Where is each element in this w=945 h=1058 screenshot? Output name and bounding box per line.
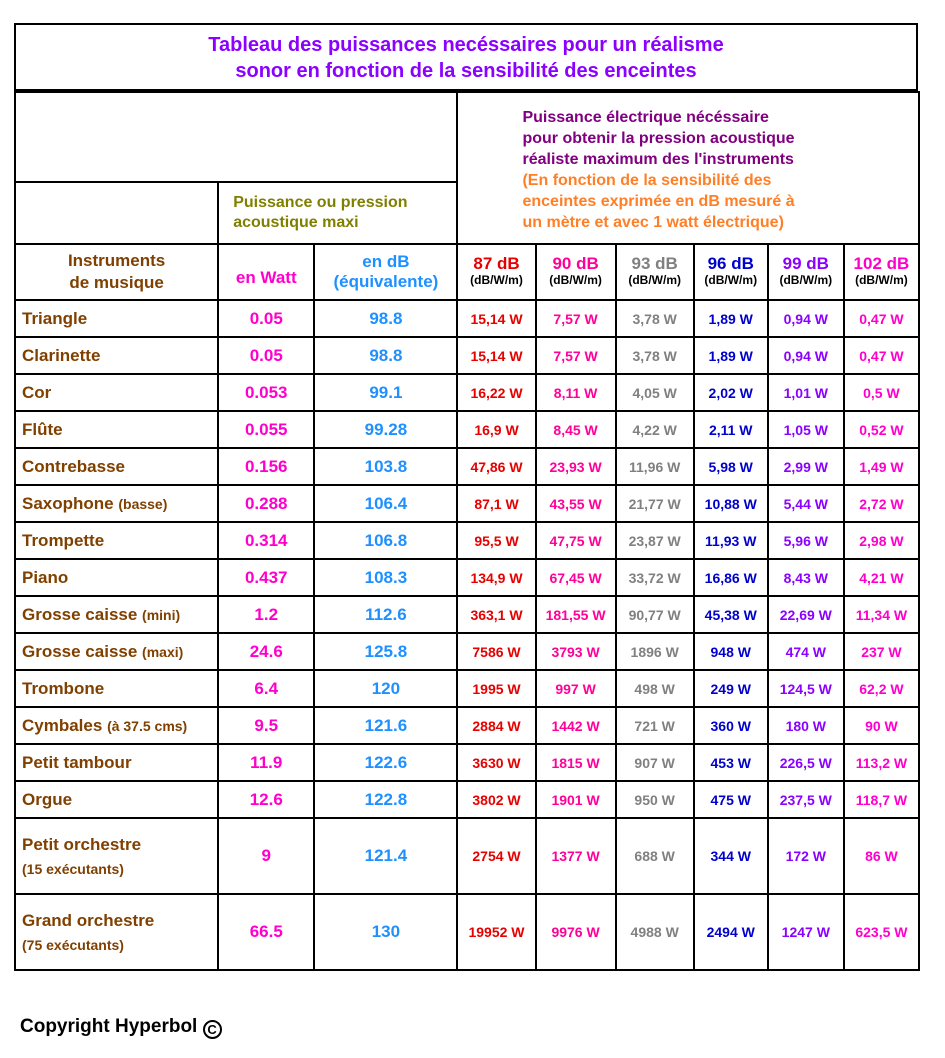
table-row <box>15 707 919 744</box>
table-row <box>15 670 919 707</box>
power-value: 453 W <box>694 744 768 781</box>
watt-value: 0.314 <box>218 522 314 559</box>
power-value: 10,88 W <box>694 485 768 522</box>
header-99db: 99 dB (dB/W/m) <box>768 244 844 300</box>
instrument-name: Grosse caisse (mini) <box>15 596 218 633</box>
power-value: 1,05 W <box>768 411 844 448</box>
power-value: 113,2 W <box>844 744 919 781</box>
power-value: 2884 W <box>457 707 535 744</box>
instrument-name: Petit tambour <box>15 744 218 781</box>
table-body <box>15 300 919 970</box>
instrument-name: Flûte <box>15 411 218 448</box>
power-value: 23,87 W <box>616 522 694 559</box>
power-value: 45,38 W <box>694 596 768 633</box>
table-row <box>15 781 919 818</box>
power-value: 249 W <box>694 670 768 707</box>
header-96db: 96 dB (dB/W/m) <box>694 244 768 300</box>
instrument-name: Trombone <box>15 670 218 707</box>
power-value: 997 W <box>536 670 616 707</box>
table-row <box>15 596 919 633</box>
power-value: 1442 W <box>536 707 616 744</box>
power-value: 2,02 W <box>694 374 768 411</box>
power-value: 16,86 W <box>694 559 768 596</box>
power-value: 475 W <box>694 781 768 818</box>
db-value: 103.8 <box>314 448 457 485</box>
instrument-name: Grand orchestre (75 exécutants) <box>15 894 218 970</box>
copyright: Copyright Hyperbol C <box>20 1016 222 1039</box>
power-value: 237,5 W <box>768 781 844 818</box>
power-value: 0,47 W <box>844 337 919 374</box>
power-value: 95,5 W <box>457 522 535 559</box>
table-row <box>15 818 919 894</box>
power-value: 7,57 W <box>536 337 616 374</box>
db-value: 99.28 <box>314 411 457 448</box>
power-value: 2,72 W <box>844 485 919 522</box>
table-title <box>14 23 918 91</box>
power-value: 19952 W <box>457 894 535 970</box>
power-value: 23,93 W <box>536 448 616 485</box>
power-value: 1896 W <box>616 633 694 670</box>
power-value: 90,77 W <box>616 596 694 633</box>
table-row <box>15 448 919 485</box>
power-value: 22,69 W <box>768 596 844 633</box>
header-instruments: Instruments de musique <box>15 244 218 300</box>
power-value: 1901 W <box>536 781 616 818</box>
power-value: 3630 W <box>457 744 535 781</box>
instrument-name: Triangle <box>15 300 218 337</box>
power-value: 3793 W <box>536 633 616 670</box>
power-value: 86 W <box>844 818 919 894</box>
power-value: 33,72 W <box>616 559 694 596</box>
power-value: 226,5 W <box>768 744 844 781</box>
power-value: 90 W <box>844 707 919 744</box>
power-value: 0,5 W <box>844 374 919 411</box>
power-value: 344 W <box>694 818 768 894</box>
watt-value: 1.2 <box>218 596 314 633</box>
watt-value: 0.288 <box>218 485 314 522</box>
power-value: 7586 W <box>457 633 535 670</box>
db-value: 122.6 <box>314 744 457 781</box>
power-value: 1,49 W <box>844 448 919 485</box>
table-row <box>15 374 919 411</box>
watt-value: 0.437 <box>218 559 314 596</box>
power-value: 1247 W <box>768 894 844 970</box>
db-value: 106.8 <box>314 522 457 559</box>
power-value: 5,98 W <box>694 448 768 485</box>
instrument-name: Orgue <box>15 781 218 818</box>
watt-value: 0.053 <box>218 374 314 411</box>
header-87db: 87 dB (dB/W/m) <box>457 244 535 300</box>
table-row <box>15 744 919 781</box>
header-db: en dB (équivalente) <box>314 244 457 300</box>
header-blank <box>15 92 457 182</box>
power-value: 2494 W <box>694 894 768 970</box>
title-line-1: Tableau des puissances necéssaires pour un réalisme <box>208 34 724 56</box>
header-electrical-power: Puissance électrique nécéssaire pour obtenir la pression acoustique réaliste maximum des l'instruments (En fonction de la sensibilité des enceintes exprimée en dB mesuré à un mètre et avec 1 watt électrique) <box>457 92 919 244</box>
db-value: 120 <box>314 670 457 707</box>
instrument-name: Clarinette <box>15 337 218 374</box>
db-value: 121.6 <box>314 707 457 744</box>
table-row <box>15 633 919 670</box>
power-value: 498 W <box>616 670 694 707</box>
power-value: 3802 W <box>457 781 535 818</box>
table-row <box>15 559 919 596</box>
instrument-name: Cor <box>15 374 218 411</box>
power-value: 134,9 W <box>457 559 535 596</box>
power-value: 0,52 W <box>844 411 919 448</box>
power-value: 21,77 W <box>616 485 694 522</box>
power-value: 5,96 W <box>768 522 844 559</box>
power-value: 47,86 W <box>457 448 535 485</box>
instrument-name: Contrebasse <box>15 448 218 485</box>
power-value: 1377 W <box>536 818 616 894</box>
power-value: 1,89 W <box>694 337 768 374</box>
title-line-2: sonor en fonction de la sensibilité des enceintes <box>235 60 697 82</box>
power-value: 11,96 W <box>616 448 694 485</box>
power-value: 1,89 W <box>694 300 768 337</box>
power-value: 15,14 W <box>457 337 535 374</box>
instrument-name: Cymbales (à 37.5 cms) <box>15 707 218 744</box>
power-value: 0,94 W <box>768 337 844 374</box>
watt-value: 0.156 <box>218 448 314 485</box>
power-value: 360 W <box>694 707 768 744</box>
power-value: 62,2 W <box>844 670 919 707</box>
instrument-name: Trompette <box>15 522 218 559</box>
power-value: 3,78 W <box>616 337 694 374</box>
db-value: 98.8 <box>314 300 457 337</box>
watt-value: 0.055 <box>218 411 314 448</box>
db-value: 98.8 <box>314 337 457 374</box>
power-value: 9976 W <box>536 894 616 970</box>
table-row <box>15 300 919 337</box>
watt-value: 6.4 <box>218 670 314 707</box>
power-value: 948 W <box>694 633 768 670</box>
power-value: 2,99 W <box>768 448 844 485</box>
power-value: 907 W <box>616 744 694 781</box>
table-row <box>15 894 919 970</box>
power-value: 623,5 W <box>844 894 919 970</box>
db-value: 106.4 <box>314 485 457 522</box>
power-value: 0,94 W <box>768 300 844 337</box>
power-value: 8,43 W <box>768 559 844 596</box>
power-value: 1,01 W <box>768 374 844 411</box>
power-value: 4,21 W <box>844 559 919 596</box>
power-value: 47,75 W <box>536 522 616 559</box>
power-value: 4,05 W <box>616 374 694 411</box>
power-value: 16,22 W <box>457 374 535 411</box>
power-value: 16,9 W <box>457 411 535 448</box>
watt-value: 0.05 <box>218 300 314 337</box>
copyright-icon: C <box>203 1020 222 1039</box>
header-93db: 93 dB (dB/W/m) <box>616 244 694 300</box>
power-value: 4988 W <box>616 894 694 970</box>
power-value: 474 W <box>768 633 844 670</box>
power-value: 2754 W <box>457 818 535 894</box>
power-value: 0,47 W <box>844 300 919 337</box>
power-value: 118,7 W <box>844 781 919 818</box>
watt-value: 12.6 <box>218 781 314 818</box>
power-value: 67,45 W <box>536 559 616 596</box>
table-row <box>15 485 919 522</box>
power-value: 1815 W <box>536 744 616 781</box>
watt-value: 24.6 <box>218 633 314 670</box>
header-90db: 90 dB (dB/W/m) <box>536 244 616 300</box>
instrument-name: Saxophone (basse) <box>15 485 218 522</box>
db-value: 108.3 <box>314 559 457 596</box>
power-table <box>14 91 920 971</box>
power-value: 180 W <box>768 707 844 744</box>
power-value: 11,34 W <box>844 596 919 633</box>
table-row <box>15 522 919 559</box>
instrument-name: Piano <box>15 559 218 596</box>
instrument-name: Grosse caisse (maxi) <box>15 633 218 670</box>
header-acoustic-pressure: Puissance ou pression acoustique maxi <box>218 182 457 244</box>
db-value: 125.8 <box>314 633 457 670</box>
power-value: 181,55 W <box>536 596 616 633</box>
power-value: 1995 W <box>457 670 535 707</box>
power-value: 7,57 W <box>536 300 616 337</box>
db-value: 130 <box>314 894 457 970</box>
power-value: 237 W <box>844 633 919 670</box>
header-watt: en Watt <box>218 244 314 300</box>
power-value: 5,44 W <box>768 485 844 522</box>
instrument-name: Petit orchestre (15 exécutants) <box>15 818 218 894</box>
power-value: 2,98 W <box>844 522 919 559</box>
watt-value: 0.05 <box>218 337 314 374</box>
power-value: 87,1 W <box>457 485 535 522</box>
power-value: 2,11 W <box>694 411 768 448</box>
watt-value: 11.9 <box>218 744 314 781</box>
power-value: 8,45 W <box>536 411 616 448</box>
table-row <box>15 337 919 374</box>
power-value: 15,14 W <box>457 300 535 337</box>
power-value: 721 W <box>616 707 694 744</box>
watt-value: 9 <box>218 818 314 894</box>
power-value: 950 W <box>616 781 694 818</box>
power-value: 363,1 W <box>457 596 535 633</box>
power-value: 3,78 W <box>616 300 694 337</box>
header-blank-left <box>15 182 218 244</box>
table-row <box>15 411 919 448</box>
power-value: 43,55 W <box>536 485 616 522</box>
power-value: 172 W <box>768 818 844 894</box>
db-value: 112.6 <box>314 596 457 633</box>
header-102db: 102 dB (dB/W/m) <box>844 244 919 300</box>
power-value: 8,11 W <box>536 374 616 411</box>
db-value: 99.1 <box>314 374 457 411</box>
watt-value: 9.5 <box>218 707 314 744</box>
watt-value: 66.5 <box>218 894 314 970</box>
power-value: 4,22 W <box>616 411 694 448</box>
power-value: 688 W <box>616 818 694 894</box>
db-value: 121.4 <box>314 818 457 894</box>
db-value: 122.8 <box>314 781 457 818</box>
power-value: 124,5 W <box>768 670 844 707</box>
power-value: 11,93 W <box>694 522 768 559</box>
